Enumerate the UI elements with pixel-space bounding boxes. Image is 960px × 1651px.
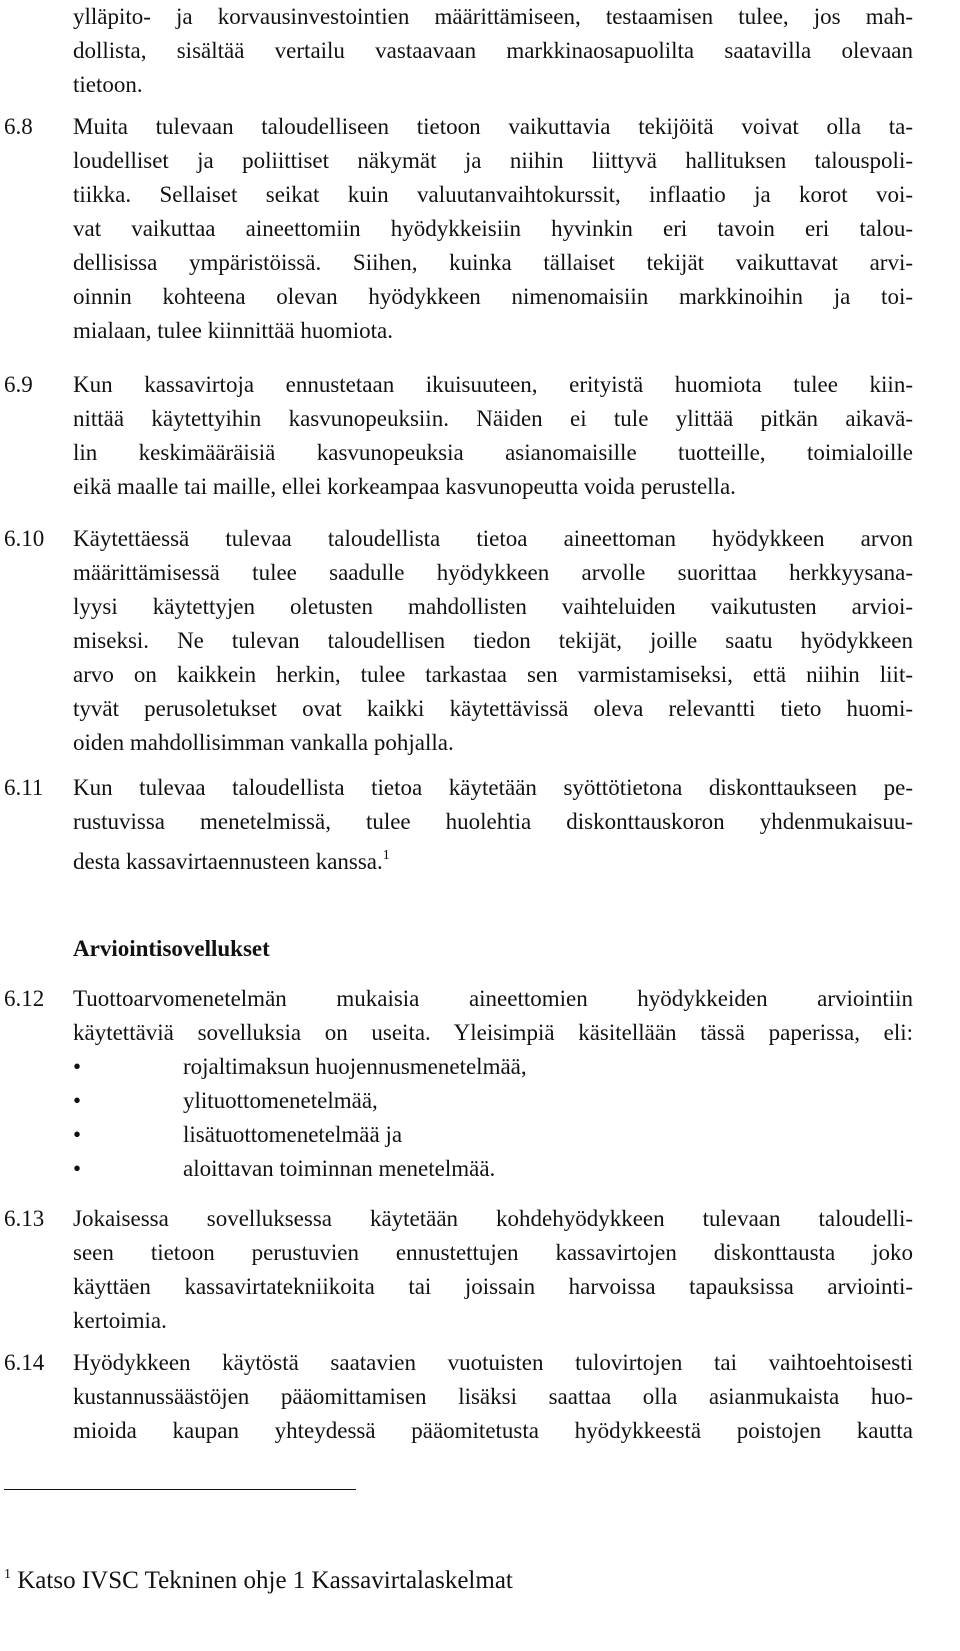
list-item: rojaltimaksun huojennusmenetelmää,: [183, 1054, 527, 1079]
paragraph-number: 6.10: [4, 526, 45, 551]
paragraph-number: 6.14: [4, 1350, 45, 1375]
text-line: määrittämisessä tulee saadulle hyödykkeen arvolle suorittaa herkkyysana-: [73, 560, 913, 585]
footnote-marker: 1: [4, 1567, 11, 1582]
text-line: arvo on kaikkein herkin, tulee tarkastaa sen varmistamiseksi, että niihin liit-: [73, 662, 913, 687]
text-line: tiikka. Sellaiset seikat kuin valuutanvaihtokurssit, inflaatio ja korot voi-: [73, 182, 913, 207]
footnote: [4, 1558, 513, 1598]
text-line: oinnin kohteena olevan hyödykkeen nimenomaisiin markkinoihin ja toi-: [73, 284, 913, 309]
paragraph-6-12: [73, 982, 913, 1050]
text-line: eikä maalle tai maille, ellei korkeampaa kasvunopeutta voida perustella.: [73, 474, 736, 499]
text-line: Jokaisessa sovelluksessa käytetään kohdehyödykkeen tulevaan taloudelli-: [73, 1206, 913, 1231]
text-line: Kun tulevaa taloudellista tietoa käytetään syöttötietona diskonttaukseen pe-: [73, 775, 913, 800]
text-line-with-footnote: [73, 839, 913, 873]
text-line: Käytettäessä tulevaa taloudellista tietoa aineettoman hyödykkeen arvon: [73, 526, 913, 551]
text-line: tyvät perusoletukset ovat kaikki käytettävissä oleva relevantti tieto huomi-: [73, 696, 913, 721]
text-line: nittää käytettyihin kasvunopeuksiin. Näiden ei tule ylittää pitkän aikavä-: [73, 406, 913, 431]
text-line: käyttäen kassavirtatekniikoita tai joissain harvoissa tapauksissa arviointi-: [73, 1274, 913, 1299]
footnote-text: Katso IVSC Tekninen ohje 1 Kassavirtalaskelmat: [17, 1567, 513, 1594]
text-line: kertoimia.: [73, 1308, 167, 1333]
paragraph-number: 6.8: [4, 114, 33, 139]
text-line: vat vaikuttaa aineettomiin hyödykkeisiin hyvinkin eri tavoin eri talou-: [73, 216, 913, 241]
paragraph-6-13: [73, 1202, 913, 1338]
text-line: käytettäviä sovelluksia on useita. Yleisimpiä käsitellään tässä paperissa, eli:: [73, 1020, 913, 1045]
paragraph-number: 6.11: [4, 775, 44, 800]
list-item: ylituottomenetelmää,: [183, 1088, 378, 1113]
footnote-divider: [4, 1489, 356, 1490]
paragraph-number: 6.13: [4, 1206, 45, 1231]
text-line: loudelliset ja poliittiset näkymät ja niihin liittyvä hallituksen talouspoli-: [73, 148, 913, 173]
paragraph-6-9: [73, 368, 913, 504]
text-line: Kun kassavirtoja ennustetaan ikuisuuteen, erityistä huomiota tulee kiin-: [73, 372, 913, 397]
footnote-reference[interactable]: 1: [382, 848, 390, 863]
list-item: lisätuottomenetelmää ja: [183, 1122, 403, 1147]
list-item: aloittavan toiminnan menetelmää.: [183, 1156, 496, 1181]
paragraph-6-14: [73, 1346, 913, 1448]
bullet-icon: •: [73, 1088, 82, 1113]
paragraph-number: 6.9: [4, 372, 33, 397]
text-line: dollista, sisältää vertailu vastaavaan markkinaosapuolilta saatavilla olevaan: [73, 38, 913, 63]
intro-paragraph: [73, 0, 913, 102]
text-line: rustuvissa menetelmissä, tulee huolehtia diskonttauskoron yhdenmukaisuu-: [73, 809, 913, 834]
text-line: desta kassavirtaennusteen kanssa.: [73, 849, 383, 874]
paragraph-number: 6.12: [4, 986, 45, 1011]
bullet-icon: •: [73, 1122, 82, 1147]
bullet-icon: •: [73, 1156, 82, 1181]
text-line: seen tietoon perustuvien ennustettujen kassavirtojen diskonttausta joko: [73, 1240, 913, 1265]
text-line: ylläpito- ja korvausinvestointien määrittämiseen, testaamisen tulee, jos mah-: [73, 4, 913, 29]
paragraph-6-10: [73, 522, 913, 760]
text-line: kustannussäästöjen pääomittamisen lisäksi saattaa olla asianmukaista huo-: [73, 1384, 913, 1409]
section-heading: Arviointisovellukset: [73, 936, 270, 961]
text-line: dellisissa ympäristöissä. Siihen, kuinka tällaiset tekijät vaikuttavat arvi-: [73, 250, 913, 275]
bullet-icon: •: [73, 1054, 82, 1079]
text-line: mioida kaupan yhteydessä pääomitetusta hyödykkeestä poistojen kautta: [73, 1418, 913, 1443]
text-line: lyysi käytettyjen oletusten mahdollisten vaihteluiden vaikutusten arvioi-: [73, 594, 913, 619]
text-line: tietoon.: [73, 72, 143, 97]
text-line: mialaan, tulee kiinnittää huomiota.: [73, 318, 393, 343]
text-line: Muita tulevaan taloudelliseen tietoon vaikuttavia tekijöitä voivat olla ta-: [73, 114, 913, 139]
text-line: oiden mahdollisimman vankalla pohjalla.: [73, 730, 454, 755]
text-line: Hyödykkeen käytöstä saatavien vuotuisten tulovirtojen tai vaihtoehtoisesti: [73, 1350, 913, 1375]
text-line: Tuottoarvomenetelmän mukaisia aineettomien hyödykkeiden arviointiin: [73, 986, 913, 1011]
paragraph-6-11: [73, 771, 913, 873]
text-line: miseksi. Ne tulevan taloudellisen tiedon tekijät, joille saatu hyödykkeen: [73, 628, 913, 653]
paragraph-6-8: [73, 110, 913, 348]
text-line: lin keskimääräisiä kasvunopeuksia asianomaisille tuotteille, toimialoille: [73, 440, 913, 465]
